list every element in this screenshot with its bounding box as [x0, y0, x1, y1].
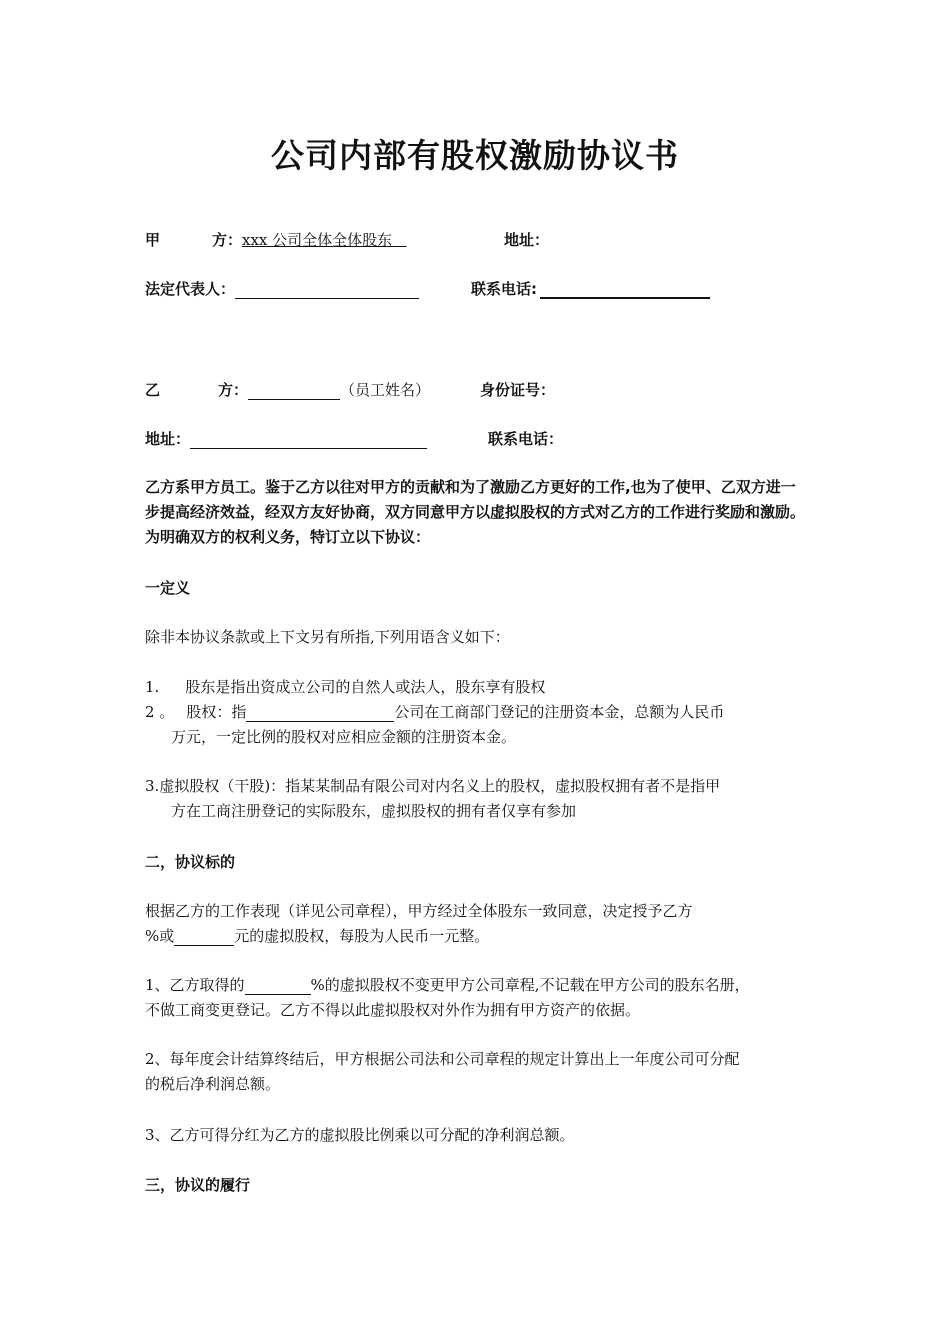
section3-heading: 三，协议的履行 [145, 1176, 251, 1194]
p2-post: %的虚拟股权不变更甲方公司章程,不记载在甲方公司的股东名册， [310, 976, 750, 994]
party-a-rep-label: 法定代表人： [145, 280, 236, 298]
party-b-fang-label: 方： [218, 381, 249, 399]
item3-line1: 虚拟股权（干股)：指某某制品有限公司对内名义上的股权，虚拟股权拥有者不是指甲 [159, 777, 721, 795]
party-b-phone-label: 联系电话： [488, 430, 564, 448]
p1-post: 元的虚拟股权，每股为人民币一元整。 [234, 927, 490, 945]
section2-p2-line2: 不做工商变更登记。乙方不得以此虚拟股权对外作为拥有甲方资产的依据。 [145, 1001, 641, 1019]
party-b-name-hint: （员工姓名） [340, 381, 431, 399]
p2-pre: 1、乙方取得的 [145, 976, 245, 994]
item1-number: 1. [145, 678, 160, 696]
item2-pre: 股权：指 [186, 703, 247, 721]
section2-p3-line1: 2、每年度会计结算终结后，甲方根据公司法和公司章程的规定计算出上一年度公司可分配 [145, 1050, 740, 1068]
party-a-label: 甲 [145, 231, 161, 249]
party-a-phone-blank [540, 281, 710, 299]
section2-p3-line2: 的税后净利润总额。 [145, 1075, 281, 1093]
definition-item-1 [145, 676, 545, 697]
item2-company-blank [246, 705, 394, 722]
party-b-address-row [145, 428, 427, 449]
item3-line2: 方在工商注册登记的实际股东，虚拟股权的拥有者仅享有参加 [171, 802, 577, 820]
party-a-row [212, 229, 406, 250]
intro-paragraph: 乙方系甲方员工。鉴于乙方以往对甲方的贡献和为了激励乙方更好的工作,也为了使甲、乙双方进一步提高经济效益，经双方友好协商，双方同意甲方以虚拟股权的方式对乙方的工作进行奖励和激励。为明确双方的权利义务，特订立以下协议： [145, 478, 806, 546]
section1-lead: 除非本协议条款或上下文另有所指,下列用语含义如下： [145, 628, 510, 646]
document-title: 公司内部有股权激励协议书 [271, 136, 679, 175]
party-b-id-label: 身份证号： [480, 381, 556, 399]
section2-p1-line2 [145, 925, 489, 946]
item2-number: 2 。 [145, 703, 175, 721]
party-b-address-blank [190, 432, 427, 449]
item1-text: 股东是指出资成立公司的自然人或法人，股东享有股权 [185, 678, 546, 696]
party-a-phone-label: 联系电话: [471, 280, 537, 298]
party-a-phone-row [471, 278, 710, 299]
p1-pre: %或 [145, 927, 175, 945]
party-b-label: 乙 [145, 381, 161, 399]
party-b-name-blank [248, 383, 340, 400]
party-b-address-label: 地址： [145, 430, 191, 448]
section2-p1-line1: 根据乙方的工作表现（详见公司章程），甲方经过全体股东一致同意，决定授予乙方 [145, 902, 693, 920]
section2-p2-line1 [145, 974, 750, 995]
item2-post: 公司在工商部门登记的注册资本金，总额为人民币 [394, 703, 725, 721]
party-a-fang-label: 方： [212, 231, 243, 249]
item3-number: 3. [145, 777, 160, 795]
p2-percent-blank [245, 978, 311, 995]
party-b-row [218, 379, 430, 400]
section2-p4: 3、乙方可得分红为乙方的虚拟股比例乘以可分配的净利润总额。 [145, 1126, 575, 1144]
definition-item-3 [145, 775, 720, 796]
p1-amount-blank [174, 929, 234, 946]
section1-heading: 一定义 [145, 579, 191, 597]
party-a-name: xxx 公司全体全体股东 [242, 231, 393, 249]
item2-line2: 万元，一定比例的股权对应相应金额的注册资本金。 [171, 728, 517, 746]
party-a-rep-blank [235, 282, 419, 299]
section2-heading: 二，协议标的 [145, 853, 236, 871]
party-a-rep-row [145, 278, 419, 299]
party-a-address-label: 地址： [504, 231, 550, 249]
definition-item-2 [145, 701, 724, 722]
